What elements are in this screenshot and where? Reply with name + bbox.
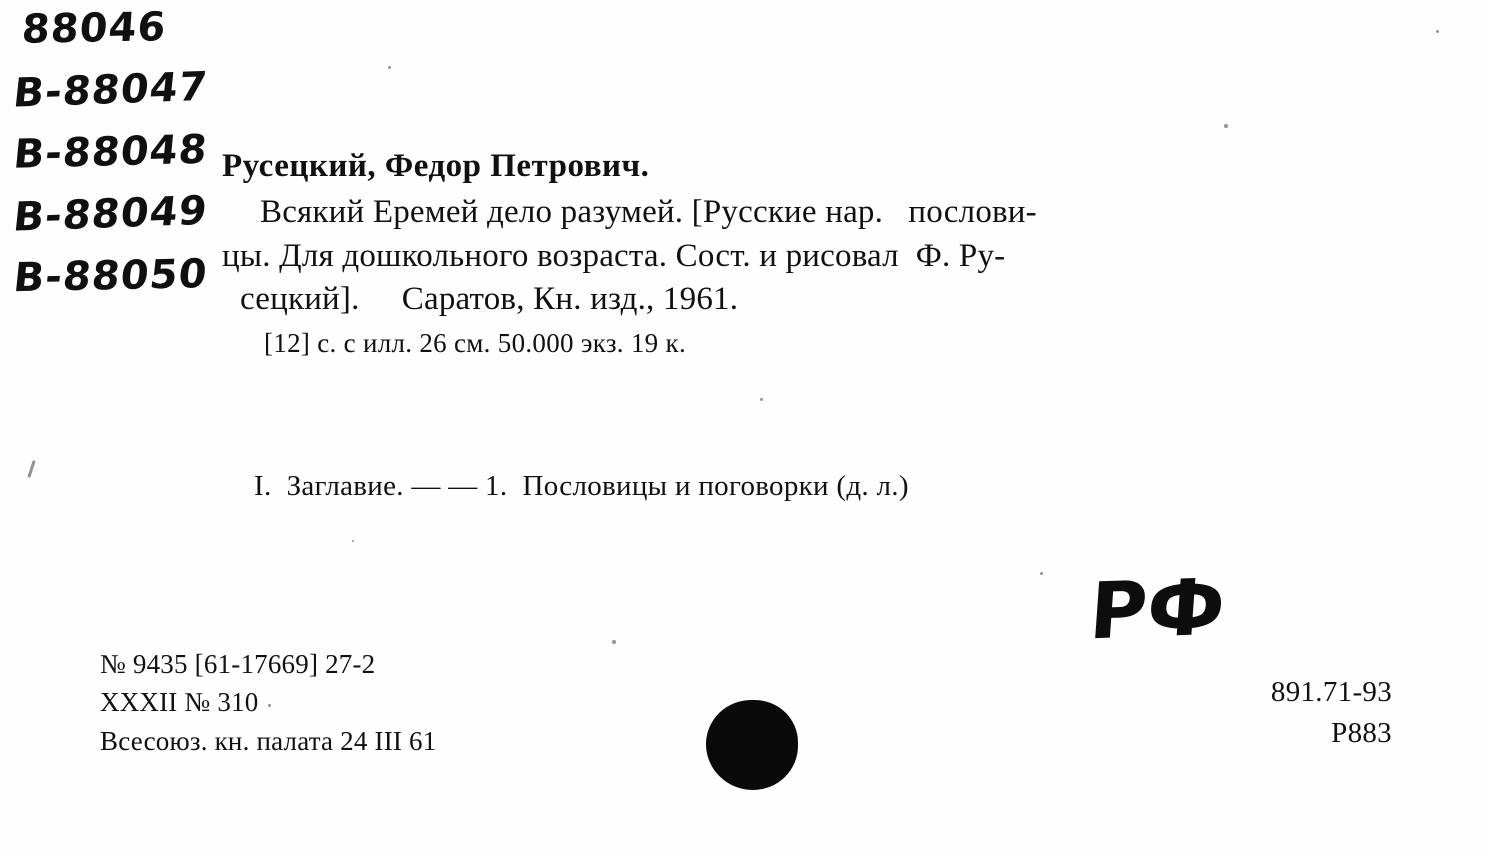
paper-speck	[268, 704, 271, 707]
handwritten-rf-mark: РФ	[1086, 562, 1228, 658]
paper-speck	[1436, 30, 1439, 33]
ink-blot	[706, 700, 798, 790]
title-line-2: цы. Для дошкольного возраста. Сост. и рисовал Ф. Ру-	[222, 237, 1006, 274]
collation-statement: [12] с. с илл. 26 см. 50.000 экз. 19 к.	[264, 327, 686, 358]
tracings-note: I. Заглавие. — — 1. Пословицы и поговорки (д. л.)	[254, 470, 909, 502]
footer-line-3: Всесоюз. кн. палата 24 III 61	[100, 725, 437, 756]
footer-line-1: № 9435 [61-17669] 27-2	[100, 649, 376, 679]
call-number-5: В-88050	[11, 251, 210, 302]
call-number-2: В-88047	[11, 63, 211, 117]
title-line-1: Всякий Еремей дело разумей. [Русские нар. послови-	[260, 194, 1037, 230]
paper-speck	[1224, 124, 1228, 128]
title-line-3: сецкий]. Саратов, Кн. изд., 1961.	[240, 281, 739, 318]
author-heading: Русецкий, Федор Петрович.	[222, 148, 650, 184]
author-mark: Р883	[1331, 717, 1392, 750]
bibliographic-record	[222, 148, 1422, 359]
handwritten-call-numbers	[11, 4, 224, 318]
classification-number	[1271, 672, 1392, 754]
call-number-3: В-88048	[11, 126, 210, 178]
footer-line-2: XXXII № 310	[100, 687, 259, 718]
paper-speck	[27, 460, 35, 478]
call-number-1: 88046	[20, 4, 168, 53]
udc-number: 891.71-93	[1270, 676, 1392, 708]
paper-speck	[1040, 572, 1043, 575]
call-number-4: В-88049	[11, 187, 211, 241]
paper-speck	[760, 398, 763, 401]
title-statement	[222, 191, 1422, 322]
paper-speck	[388, 66, 391, 69]
paper-speck	[352, 540, 354, 542]
paper-speck	[612, 640, 616, 644]
imprint-footer	[100, 645, 436, 760]
